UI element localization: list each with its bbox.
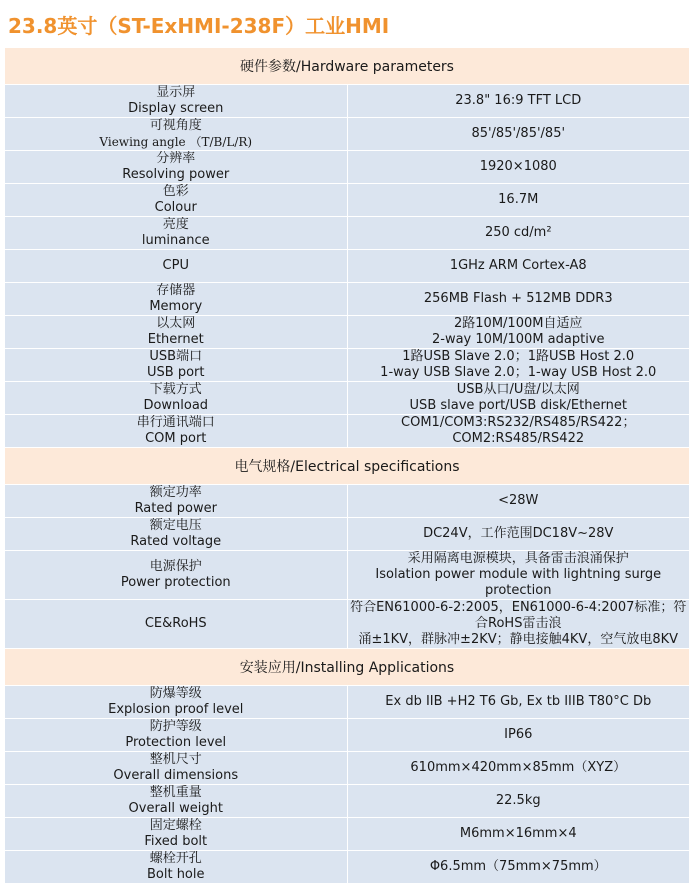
section-header [5, 48, 690, 85]
row-label [5, 184, 348, 217]
row-label [5, 551, 348, 600]
row-label [5, 283, 348, 316]
value-line: 85'/85'/85'/85' [471, 126, 566, 141]
value-line: M6mm×16mm×4 [459, 826, 577, 841]
row-value [347, 283, 690, 316]
row-label [5, 719, 348, 752]
table-row [5, 785, 690, 818]
label-cn: 螺栓开孔 [149, 851, 202, 866]
label-en: Rated power [134, 501, 217, 516]
label-en: Download [143, 398, 209, 413]
table-row [5, 600, 690, 649]
row-value [347, 818, 690, 851]
row-value [347, 85, 690, 118]
section-heading: 硬件参数/Hardware parameters [5, 48, 690, 85]
label-cn: 以太网 [156, 316, 196, 331]
value-line: 1GHz ARM Cortex-A8 [449, 258, 587, 273]
label-cn: 亮度 [162, 217, 189, 232]
table-row [5, 184, 690, 217]
label-cn: 存储器 [156, 283, 196, 298]
row-value [347, 485, 690, 518]
value-line: 符合EN61000-6-2:2005，EN61000-6-4:2007标准；符合RoHS雷击浪 [350, 600, 687, 631]
row-value [347, 686, 690, 719]
row-label [5, 851, 348, 884]
row-label [5, 785, 348, 818]
value-line: 2路10M/100M自适应 [454, 316, 583, 331]
label-cn: 色彩 [162, 184, 189, 199]
value-line: 1-way USB Slave 2.0；1-way USB Host 2.0 [380, 365, 657, 380]
row-label [5, 518, 348, 551]
value-line: Ex db IIB +H2 T6 Gb, Ex tb IIIB T80°C Db [385, 694, 652, 709]
row-label [5, 818, 348, 851]
value-line: 2-way 10M/100M adaptive [431, 332, 605, 347]
label-en: luminance [141, 233, 210, 248]
row-label [5, 250, 348, 283]
value-line: 250 cd/m² [484, 225, 552, 240]
table-row [5, 217, 690, 250]
value-line: 256MB Flash + 512MB DDR3 [423, 291, 613, 306]
label-cn: 整机重量 [149, 785, 202, 800]
value-line: DC24V，工作范围DC18V~28V [423, 526, 614, 541]
row-value [347, 518, 690, 551]
spec-table [4, 47, 690, 884]
row-value [347, 415, 690, 448]
row-label [5, 600, 348, 649]
table-row [5, 250, 690, 283]
table-row [5, 283, 690, 316]
table-row [5, 349, 690, 382]
row-value [347, 551, 690, 600]
table-row [5, 719, 690, 752]
row-value [347, 250, 690, 283]
label-cn: 额定功率 [149, 485, 202, 500]
label-en: Overall weight [128, 801, 223, 816]
row-value [347, 785, 690, 818]
row-label [5, 316, 348, 349]
label-en: Fixed bolt [144, 834, 208, 849]
label-en: Rated voltage [130, 534, 222, 549]
label-en: Protection level [125, 735, 227, 750]
label-cn: 下载方式 [149, 382, 202, 397]
row-label [5, 485, 348, 518]
label-en: CPU [162, 258, 189, 273]
row-value [347, 719, 690, 752]
label-en: Ethernet [147, 332, 204, 347]
row-label [5, 686, 348, 719]
value-line: USB slave port/USB disk/Ethernet [409, 398, 627, 413]
row-value [347, 382, 690, 415]
table-row [5, 818, 690, 851]
table-row [5, 485, 690, 518]
label-en: COM port [145, 431, 207, 446]
label-en: Explosion proof level [108, 702, 244, 717]
row-value [347, 349, 690, 382]
row-value [347, 184, 690, 217]
section-heading: 电气规格/Electrical specifications [5, 448, 690, 485]
label-en: Resolving power [122, 167, 230, 182]
table-row [5, 415, 690, 448]
section-header [5, 649, 690, 686]
table-row [5, 85, 690, 118]
label-en: Memory [149, 299, 203, 314]
table-row [5, 151, 690, 184]
row-value [347, 151, 690, 184]
label-cn: 整机尺寸 [149, 752, 202, 767]
value-line: <28W [498, 493, 539, 508]
label-cn: 防护等级 [149, 719, 202, 734]
label-en: Overall dimensions [113, 768, 239, 783]
row-value [347, 118, 690, 151]
section-heading: 安装应用/Installing Applications [5, 649, 690, 686]
value-line: 22.5kg [495, 793, 541, 808]
value-line: COM1/COM3:RS232/RS485/RS422；COM2:RS485/RS422 [401, 415, 636, 446]
label-cn: 防爆等级 [149, 686, 202, 701]
row-value [347, 600, 690, 649]
row-value [347, 752, 690, 785]
table-row [5, 382, 690, 415]
row-label [5, 349, 348, 382]
label-cn: 额定电压 [149, 518, 202, 533]
label-en: Bolt hole [146, 867, 205, 882]
label-en: USB port [147, 365, 205, 380]
row-label [5, 382, 348, 415]
label-cn: USB端口 [149, 349, 203, 364]
label-en: Power protection [120, 575, 231, 590]
label-cn: 串行通讯端口 [136, 415, 215, 430]
label-en: Viewing angle （T/B/L/R) [99, 135, 253, 149]
row-label [5, 85, 348, 118]
table-row [5, 752, 690, 785]
value-line: 1920×1080 [479, 159, 557, 174]
table-row [5, 686, 690, 719]
table-row [5, 118, 690, 151]
value-line: 610mm×420mm×85mm（XYZ） [410, 760, 627, 775]
value-line: IP66 [504, 727, 533, 742]
value-line: 23.8" 16:9 TFT LCD [455, 93, 582, 108]
row-value [347, 316, 690, 349]
row-value [347, 217, 690, 250]
label-en: Display screen [128, 101, 224, 116]
label-cn: 可视角度 [149, 118, 202, 133]
label-en: Colour [154, 200, 197, 215]
value-line: Isolation power module with lightning surge protection [375, 567, 662, 598]
value-line: Φ6.5mm（75mm×75mm） [429, 859, 607, 874]
row-label [5, 217, 348, 250]
value-line: 16.7M [498, 192, 539, 207]
value-line: 涌±1KV，群脉冲±2KV；静电接触4KV，空气放电8KV [358, 632, 679, 647]
table-row [5, 851, 690, 884]
row-value [347, 851, 690, 884]
table-row [5, 316, 690, 349]
label-cn: 显示屏 [156, 85, 196, 100]
table-row [5, 551, 690, 600]
value-line: 采用隔离电源模块，具备雷击浪涌保护 [407, 551, 629, 566]
page-title: 23.8英寸（ST-ExHMI-238F）工业HMI [8, 14, 390, 38]
table-row [5, 518, 690, 551]
row-label [5, 752, 348, 785]
row-label [5, 415, 348, 448]
row-label [5, 151, 348, 184]
label-cn: 分辨率 [156, 151, 196, 166]
section-header [5, 448, 690, 485]
value-line: 1路USB Slave 2.0；1路USB Host 2.0 [402, 349, 635, 364]
row-label [5, 118, 348, 151]
label-en: CE&RoHS [144, 616, 207, 631]
label-cn: 电源保护 [149, 559, 202, 574]
label-cn: 固定螺栓 [149, 818, 202, 833]
value-line: USB从口/U盘/以太网 [456, 382, 580, 397]
